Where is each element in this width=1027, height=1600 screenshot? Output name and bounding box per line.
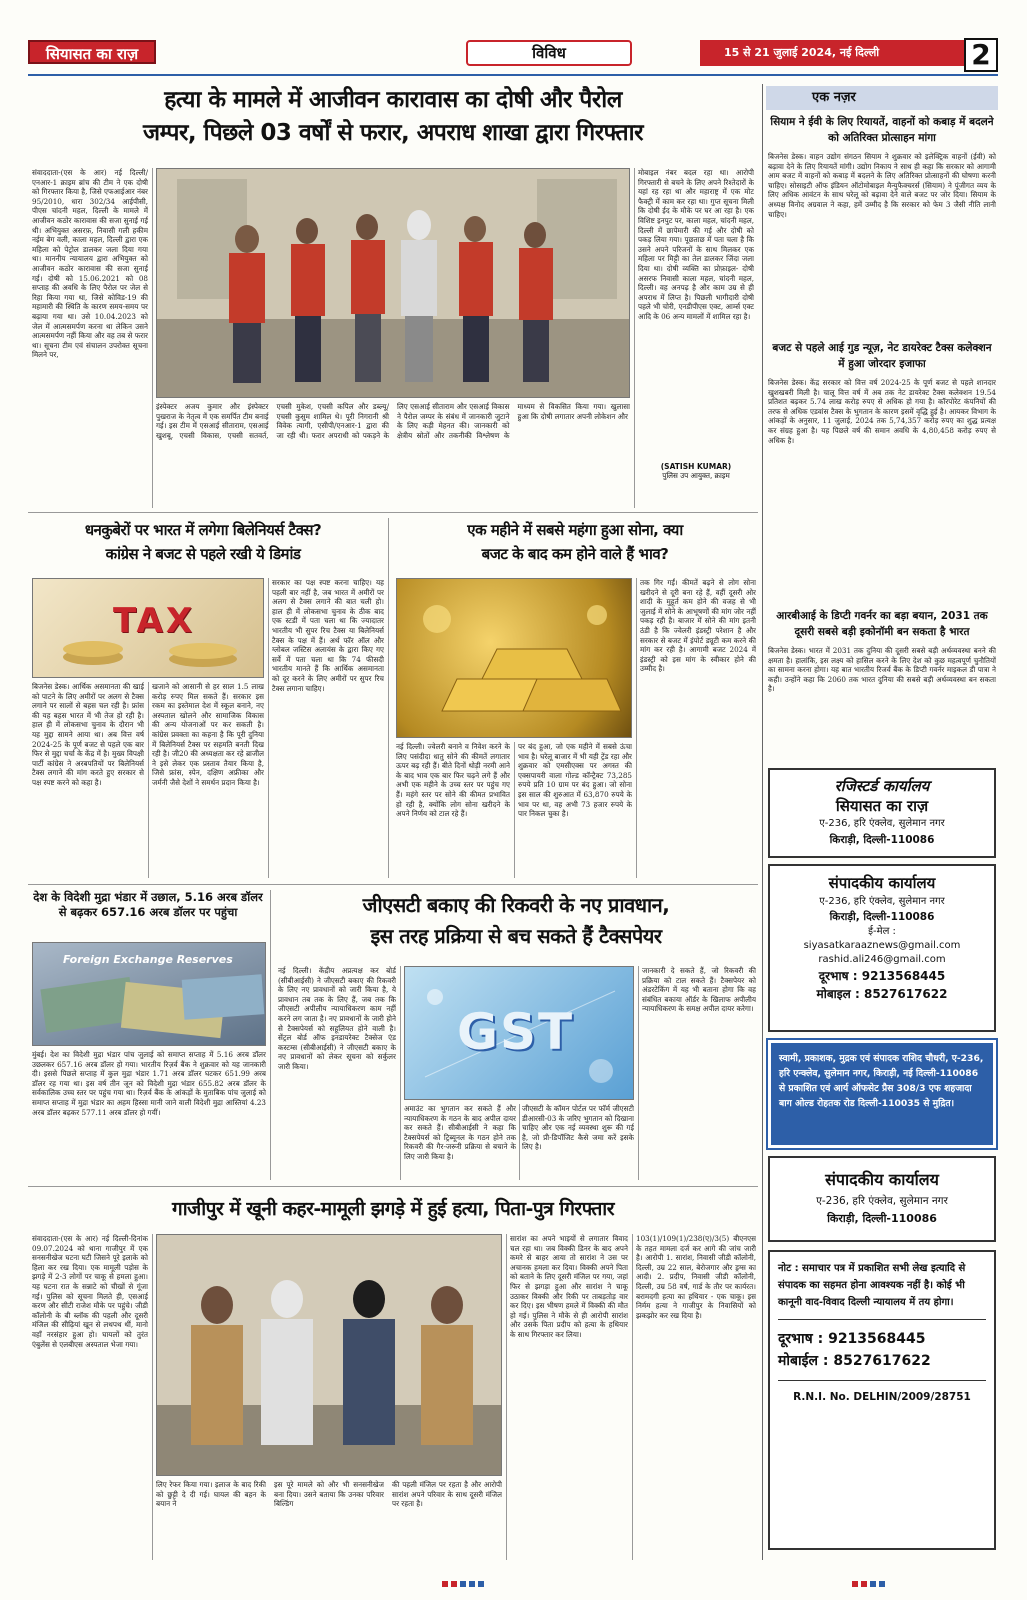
story2-column2: सरकार का पक्ष स्पष्ट करना चाहिए। यह पहली बार नहीं है, जब भारत में अमीरों पर अलग से टैक्स लगाने की बात चली हो। हाल ही में लोकसभा चुनाव के ठीक बाद एक स्टडी में पता चला था कि ज्यादातर भारतीय भी सुपर रिच टैक्स या बिलेनियर्स टैक्स के पक्ष में हैं। अर्थ फॉर ऑल और ग्लोबल जस्टिस अलायंस के द्वारा किए गए सर्वे में पता चला था कि 74 फीसदी भारतीय मानते हैं कि आर्थिक असमानता को दूर करने के लिए अमीरों पर सुपर रिच टैक्स लगाना चाहिए। [272, 578, 384, 693]
editorial-email1[interactable]: siyasatkaraaznews@gmail.com [803, 940, 961, 951]
sidebar-item3-body: बिजनेस डेस्क। भारत में 2031 तक दुनिया की दूसरी सबसे बड़ी अर्थव्यवस्था बनने की क्षमता है। हालांकि, इस लक्ष्य को हासिल करने के लिए देश को कुछ महत्वपूर्ण चुनौतियों का सामना करना होगा। यह बात भारतीय रिजर्व बैंक के डिप्टी गवर्नर माइकल डी पात्रा ने कही। उन्होंने कहा कि 2060 तक भारत दुनिया की सबसे बड़ी अर्थव्यवस्था बन सकता है। [768, 646, 996, 694]
editorial-office-box-2 [768, 1156, 996, 1242]
sidebar-item2-headline: बजट से पहले आई गुड न्यूज़, नेट डायरेक्ट टैक्स कलेक्शन में हुआ जोरदार इजाफा [772, 342, 992, 370]
editorial-office-2-address1: ए-236, हरि एंक्लेव, सुलेमान नगर [816, 1195, 948, 1207]
story5-headline-line1: जीएसटी बकाए की रिकवरी के नए प्रावधान, [362, 893, 670, 917]
editorial-email2[interactable]: rashid.ali246@gmail.com [818, 954, 946, 965]
note-box [768, 1250, 996, 1550]
editorial-mobile: 8527617622 [863, 987, 948, 1001]
story3-column3: तक गिर गईं। कीमतें बढ़ने से लोग सोना खरीदने से दूरी बना रहे हैं, वहीं दूसरी ओर शादी के मुहूर्त कम होने की वजह से भी जुलाई में सोने के आभूषणों की मांग जोर नहीं पकड़ रही है। बाजार में सोने की मांग इतनी ठंडी है कि ज्वेलरी इंडस्ट्री परेशान है और सरकार से बजट में इंपोर्ट ड्यूटी कम करने की मांग कर रही है। आगामी बजट 2024 में इंडस्ट्री को इस मांग के स्वीकार होने की उम्मीद है। [640, 578, 756, 674]
story3-headline-line2: बजट के बाद कम होने वाले हैं भाव? [481, 545, 669, 563]
logo: सियासत का राज़ [28, 40, 156, 64]
story4-body: मुंबई। देश का विदेशी मुद्रा भंडार पांच जुलाई को समाप्त सप्ताह में 5.16 अरब डॉलर उछलकर 657.16 अरब डॉलर हो गया। भारतीय रिज़र्व बैंक ने शुक्रवार को यह जानकारी दी। इससे पिछले सप्ताह में कुल मुद्रा भंडार 1.71 अरब डॉलर घटकर 651.99 अरब डॉलर रह गया था। इस वर्ष तीन जून को विदेशी मुद्रा भंडार 655.82 अरब डॉलर के सर्वकालिक उच्च स्तर पर पहुंच गया था। रिज़र्व बैंक के आंकड़ों के मुताबिक पांच जुलाई को समाप्त सप्ताह में मुद्रा भंडार का अहम हिस्सा मानी जाने वाली विदेशी मुद्रा आस्तियां 4.23 अरब डॉलर बढ़कर 577.11 अरब डॉलर हो गयीं। [32, 1050, 266, 1117]
story1-column3 [638, 168, 754, 508]
footer-dots-right [850, 1572, 886, 1591]
page-number: 2 [964, 38, 998, 72]
story6-column4: 103(1)/109(1)/238(ए)/3(5) बीएनएस के तहत मामला दर्ज कर आगे की जांच जारी है। आरोपी 1. सारांश, निवासी जीडी कॉलोनी, दिल्ली, उम्र 22 साल, बेरोजगार और ड्रग्स का आदी। 2. प्रदीप, निवासी जीडी कॉलोनी, दिल्ली, उम्र 58 वर्ष, गार्ड के तौर पर कार्यरत। बरामदगी हत्या का हथियार - एक चाकू। इस निर्मम हत्या ने गाजीपुर के निवासियों को झकझोर कर रख दिया है। [636, 1234, 756, 1320]
registered-office-title: रजिस्टर्ड कार्यालय [834, 777, 930, 795]
footer-dots-left [440, 1572, 485, 1591]
story6-column3: सारांश का अपने भाइयों से लगातार विवाद चल रहा था। जब विक्की डिनर के बाद अपने कमरे से बाहर आया तो सारांश ने उस पर अचानक हमला कर दिया। विक्की अपने पिता को बताने के लिए दूसरी मंजिल पर गया, जहां फिर से झगड़ा हुआ और सारांश ने चाकू उठाकर विक्की और रिकी पर ताबड़तोड़ वार कर दिए। इस भीषण हमले में विक्की की मौत हो गई। पुलिस ने मौके से ही आरोपी सारांश और उसके पिता प्रदीप को हत्या के हथियार के साथ गिरफ्तार कर लिया। [510, 1234, 628, 1339]
story2-column1: बिजनेस डेस्क। आर्थिक असमानता की खाई को पाटने के लिए अमीरों पर अलग से टैक्स लगाने पर सालों से बहस चल रही है। फ्रांस की यह बहस भारत में भी तेज हो रही है। हाल ही में लोकसभा चुनाव के दौरान भी यह मुद्दा सामने आया था। अब वित्त वर्ष 2024-25 के पूर्ण बजट से पहले एक बार फिर से मुद्दा चर्चा के केंद्र में है। मुख्य विपक्षी पार्टी कांग्रेस ने अरबपतियों पर बिलेनियर्स टैक्स लगाने की मांग करते हुए सरकार से पक्ष स्पष्ट करने को कहा है। [32, 682, 144, 787]
forex-image-label: Foreign Exchange Reserves [63, 953, 233, 966]
forex-image [32, 942, 266, 1046]
sidebar-header: एक नज़र [766, 86, 998, 110]
arrest-photo [157, 1235, 502, 1476]
story1-headline-line1: हत्या के मामले में आजीवन कारावास का दोषी और पैरोल [164, 87, 622, 113]
story1-photo [156, 168, 630, 398]
registered-office-box [768, 768, 996, 858]
story3-headline-line1: एक महीने में सबसे महंगा हुआ सोना, क्या [467, 521, 683, 539]
editorial-office-address1: ए-236, हरि एंक्लेव, सुलेमान नगर [819, 896, 945, 907]
story3-headline [392, 518, 758, 570]
story1-column1: संवाददाता-(एस के आर) नई दिल्ली/एनआर-1 क्राइम ब्रांच की टीम ने एक दोषी को गिरफ्तार किया है, जिसे एफआईआर नंबर 95/2010, धारा 302/34 आईपीसी, पीएस चांदनी महल, दिल्ली के मामले में आजीवन कठोर कारावास की सजा सुनाई गई थी। अभियुक्त असरफ़, निवासी गली हकीम नईम बेग वली, काला महल, दिल्ली द्वारा एक महिला को पेट्रोल डालकर जला दिया गया था। माननीय न्यायालय द्वारा अभियुक्त को आजीवन कठोर कारावास की सजा सुनाई गई। दोषी को 15.06.2021 को 08 सप्ताह की अवधि के लिए पैरोल पर जेल से रिहा किया गया था, जिसे कोविड-19 की महामारी की स्थिति के कारण समय-समय पर बढ़ाया गया था। उसे 10.04.2023 को जेल में आत्मसमर्पण करना था लेकिन उसने आत्मसमर्पण नहीं किया और वह तब से फरार था। सूचना टीम एवं संचालन उपरोक्त सूचना मिलने पर, [32, 168, 148, 360]
story5-column4: जानकारी दे सकते हैं, जो रिकवरी की प्रक्रिया को टाल सकते हैं। टैक्सपेयर को अंडरटेकिंग में यह भी बताना होगा कि वह संबंधित बकाया ऑर्डर के खिलाफ अपीलीय न्यायाधिकरण के समक्ष अपील दायर करेगा। [642, 966, 756, 1014]
editorial-office-2-address2: किराड़ी, दिल्ली-110086 [827, 1212, 937, 1225]
story6-column1: संवाददाता-(एस के आर) नई दिल्ली-दिनांक 09.07.2024 को थाना गाजीपुर में एक सनसनीखेज घटना घटी जिसने पूरे इलाके को हिला कर रख दिया। एक मामूली पड़ोस के झगड़े में 2-3 लोगों पर चाकू से हमला हुआ। यह घटना रात के सन्नाटे को चीखों से गूंजा गई। पुलिस को सूचना मिलते ही, एसआई करण और सीटी राजेश मौके पर पहुंचे। जीडी कॉलोनी के बी ब्लॉक की पहली और दूसरी मंजिल की सीढ़ियां खून से लथपथ थीं, मानो वहाँ नरसंहार हुआ हो। घायलों को तुरंत एंबुलेंस से एलबीएस अस्पताल भेजा गया। [32, 1234, 148, 1349]
tax-image [32, 578, 264, 678]
story4-headline: देश के विदेशी मुद्रा भंडार में उछाल, 5.16 अरब डॉलर से बढ़कर 657.16 अरब डॉलर पर पहुंचा [33, 890, 263, 919]
story6-headline: गाजीपुर में खूनी कहर-मामूली झगड़े में हुई हत्या, पिता-पुत्र गिरफ्तार [172, 1198, 614, 1220]
story5-headline [274, 890, 758, 958]
note-mobile: 8527617622 [833, 1353, 931, 1369]
gold-bars-icon [397, 579, 632, 738]
sidebar-item3-headline: आरबीआई के डिप्टी गवर्नर का बड़ा बयान, 2031 तक दूसरी सबसे बड़ी इकोनॉमी बन सकता है भारत [776, 610, 988, 638]
registered-office-address1: ए-236, हरि एंक्लेव, सुलेमान नगर [819, 818, 945, 829]
registered-office-paper-name: सियासत का राज़ [835, 797, 929, 815]
story6-caption-col2: इस पूरे मामले को और भी सनसनीखेज बना दिया। उसने बताया कि उनका परिवार बिल्डिंग [274, 1480, 384, 1509]
section-label: विविध [466, 40, 632, 66]
story2-headline-line2: कांग्रेस ने बजट से पहले रखी ये डिमांड [105, 545, 301, 563]
editorial-mobile-row [770, 985, 994, 1003]
editorial-office-box [768, 864, 996, 1032]
sidebar-item1-headline: सियाम ने ईवी के लिए रियायतें, वाहनों को कबाड़ में बदलने को अतिरिक्त प्रोत्साहन मांगा [770, 116, 994, 144]
story5-headline-line2: इस तरह प्रक्रिया से बच सकते हैं टैक्सपेयर [370, 924, 662, 948]
gold-image [396, 578, 632, 738]
story6-photo [156, 1234, 502, 1476]
imprint-box [768, 1040, 996, 1148]
story1-headline-line2: जम्पर, पिछले 03 वर्षों से फरार, अपराध शाखा द्वारा गिरफ्तार [143, 120, 643, 146]
tax-image-label: TAX [113, 601, 196, 641]
editorial-office-2-title: संपादकीय कार्यालय [825, 1170, 939, 1189]
story2-headline-line1: धनकुबेरों पर भारत में लगेगा बिलेनियर्स टैक्स? [84, 521, 322, 539]
story3-column1: नई दिल्ली। ज्वेलरी बनाने व निवेश करने के लिए पसंदीदा धातु सोने की कीमतें लगातार ऊपर बढ़ रही हैं। बीते दिनों थोड़ी नरमी आने के बाद भाव एक बार फिर चढ़ने लगे हैं और अभी एक महीने के उच्च स्तर पर पहुंच गए हैं। महंगे स्तर पर सोने की कीमत प्रभावित हो रही है, क्योंकि लोग सोना खरीदने के अपने निर्णय को टाल रहे हैं। [396, 742, 510, 819]
sidebar-item2-body: बिजनेस डेस्क। केंद्र सरकार को वित्त वर्ष 2024-25 के पूर्ण बजट से पहले शानदार खुशखबरी मिली है। चालू वित्त वर्ष में अब तक नेट डायरेक्ट टैक्स कलेक्शन 19.54 प्रतिशत बढ़कर 5.74 लाख करोड़ रुपए से अधिक हो गया है। कॉरपोरेट कंपनियों की तरफ से अधिक एडवांस टैक्स के भुगतान के कारण इसमें वृद्धि हुई है। आयकर विभाग के आंकड़ों के अनुसार, 11 जुलाई, 2024 तक 5,74,357 करोड़ रुपए का शुद्ध प्रत्यक्ष कर संग्रह हुआ है। यह पिछले वर्ष की समान अवधि के 4,80,458 करोड़ रुपए से अधिक है। [768, 378, 996, 445]
editorial-office-address2: किराड़ी, दिल्ली-110086 [829, 911, 935, 923]
story2-column3: खजाने को आसानी से हर साल 1.5 लाख करोड़ रुपए मिल सकते हैं। सरकार इस रकम का इस्तेमाल देश में स्कूल बनाने, नए अस्पताल खोलने और सामाजिक विकास की अन्य योजनाओं पर कर सकती है। कांग्रेस प्रवक्ता का कहना है कि पूरी दुनिया में बिलेनियर्स टैक्स पर सहमति बनती दिख रही है। जी20 की अध्यक्षता कर रहे ब्राजील ने इसे लेकर एक प्रस्ताव तैयार किया है, जिसे फ्रांस, स्पेन, दक्षिण अफ्रीका और जर्मनी जैसे देशों ने समर्थन प्रदान किया है। [152, 682, 264, 787]
masthead [0, 0, 1027, 80]
story3-column2: पर बंद हुआ, जो एक महीने में सबसे ऊंचा भाव है। घरेलू बाजार में भी यही ट्रेंड रहा और शुक्रवार को एमसीएक्स पर अगस्त की एक्सपायरी वाला गोल्ड कॉन्ट्रैक्ट 73,285 रुपये प्रति 10 ग्राम पर बंद हुआ। जो सोना इस साल की शुरुआत में 63,870 रुपये के भाव पर था, वह अभी 73 हजार रुपये के पार निकल चुका है। [518, 742, 632, 819]
gst-image [404, 966, 634, 1100]
story2-headline [28, 518, 378, 570]
editorial-email-label: ई-मेल : [868, 926, 896, 937]
note-phone-row [778, 1328, 986, 1350]
editorial-phone: 9213568445 [861, 969, 946, 983]
registered-office-address2: किराड़ी, दिल्ली-110086 [829, 834, 935, 846]
date-bar: 15 से 21 जुलाई 2024, नई दिल्ली [700, 40, 970, 66]
editorial-office-title: संपादकीय कार्यालय [828, 874, 936, 892]
note-text: नोट : समाचार पत्र में प्रकाशित सभी लेख इत्यादि से संपादक का सहमत होना आवश्यक नहीं है। कोई भी कानूनी वाद-विवाद दिल्ली न्यायालय में तय होगा। [778, 1263, 966, 1308]
note-phone: 9213568445 [828, 1331, 926, 1347]
story5-column1: नई दिल्ली। केंद्रीय अप्रत्यक्ष कर बोर्ड (सीबीआईसी) ने जीएसटी बकाए की रिकवरी के लिए नए प्रावधानों को जारी किया है, ये प्रावधान तब तक के लिए हैं, जब तक कि जीएसटी अपीलीय न्यायाधिकरण काम नहीं करने लग जाता है। नए प्रावधानों के जारी होने से टैक्सपेयर्स को सहूलियत होने वाली है। सेंट्रल बोर्ड ऑफ इनडायरेक्ट टैक्सेज एंड कस्टम्स (सीबीआईसी) ने जीएसटी बकाए के नए प्रावधानों को लेकर सूचना को सर्कुलर जारी किया। [278, 966, 396, 1071]
story1-col3-text: मोबाइल नंबर बदल रहा था। आरोपी गिरफ्तारी से बचने के लिए अपने रिश्तेदारों के यहां रह रहा था और महाराष्ट्र में एक मोट फैक्ट्री में काम कर रहा था। गुप्त सूचना मिली कि दोषी ईद के मौके पर घर आ रहा है। एक विशिष्ट इनपुट पर, काला महल, चांदनी महल, दिल्ली में छापेमारी की गई और दोषी को पकड़ लिया गया। पूछताछ में पता चला है कि उसने अपने परिजनों के साथ मिलकर एक महिला पर मिट्टी का तेल डालकर जिंदा जला दिया था। दोषी व्यक्ति का प्रोफ़ाइल- दोषी असरफ निवासी काला महल, चांदनी महल, दिल्ली। वह अनपढ़ है और काम उम्र से ही अपराध में लिप्त है। पिछली भागीदारी दोषी पहले भी चोरी, एनडीपीएस एक्ट, आर्म्स एक्ट आदि के 06 अन्य मामलों में शामिल रहा है। [638, 168, 754, 321]
note-mobile-label: मोबाईल : [778, 1353, 829, 1369]
editorial-phone-row [770, 967, 994, 985]
story1-photo-caption: इंस्पेक्टर अजय कुमार और इंस्पेक्टर पुखराज के नेतृत्व में एक समर्पित टीम बनाई गई। इस टीम में एसआई सीताराम, एसआई खुशबू, एचसी विकास, एचसी सतवर्त, एचसी मुकेश, एचसी कपिल और डब्ल्यू/एचसी कुसुम शामिल थे। पूरी निगरानी श्री विवेक त्यागी, एसीपी/एनआर-1 द्वारा की जा रही थी। फरार अपराधी को पकड़ने के लिए एसआई सीताराम और एसआई विकास ने पैरोल जम्पर के संबंध में जानकारी जुटाने के लिए कड़ी मेहनत की। जानकारी को क्षेत्रीय स्रोतों और तकनीकी विश्लेषण के माध्यम से विकसित किया गया। खुलासा हुआ कि दोषी लगातार अपनी लोकेशन और [156, 402, 630, 440]
story1-headline [28, 84, 758, 154]
note-phone-label: दूरभाष : [778, 1331, 824, 1347]
story5-column2: अमाउंट का भुगतान कर सकते हैं और न्यायाधिकरण के गठन के बाद अपील दायर कर सकते हैं। सीबीआईसी ने कहा कि टैक्सपेयर्स को ट्रिब्यूनल के गठन होने तक रिकवरी की गैर-जरूरी प्रक्रिया से बचाने के लिए जारी किया है। [404, 1104, 516, 1161]
story1-byline-title: पुलिस उप आयुक्त, क्राइम [662, 471, 730, 480]
story5-column3: जीएसटी के कॉमन पोर्टल पर फॉर्म जीएसटी डीआरसी-03 के जरिए भुगतान को दिखाना चाहिए और एक नई व्यवस्था शुरू की गई है, जो प्री-डिपॉजिट कैसे जमा करें इसके लिए है। [522, 1104, 634, 1152]
story6-caption-col1: लिए रेफर किया गया। इलाज के बाद रिकी को छुट्टी दे दी गई। घायल की बहन के बयान ने [156, 1480, 266, 1509]
editorial-phone-label: दूरभाष : [818, 969, 858, 983]
rni-number: R.N.I. No. DELHIN/2009/28751 [793, 1391, 971, 1403]
editorial-mobile-label: मोबाइल : [816, 987, 860, 1001]
story1-byline: (SATISH KUMAR) [660, 462, 732, 471]
gst-image-label: GST [457, 1003, 575, 1061]
note-mobile-row [778, 1350, 986, 1372]
story6-caption-col3: की पहली मंजिल पर रहता है और आरोपी सारांश अपने परिवार के साथ दूसरी मंजिल पर रहता है। [392, 1480, 502, 1509]
sidebar-item1-body: बिजनेस डेस्क। वाहन उद्योग संगठन सियाम ने शुक्रवार को इलेक्ट्रिक वाहनों (ईवी) को बढ़ावा देने के लिए रियायतें मांगी। उद्योग निकाय ने साथ ही कहा कि सरकार को आगामी आम बजट में वाहनों को कबाड़ में बदलने के लिए अतिरिक्त प्रोत्साहनों की घोषणा करनी चाहिए। सोसाइटी ऑफ इंडियन ऑटोमोबाइल मैन्युफैक्चरर्स (सियाम) ने पूंजीगत व्यय के लिए अधिक आवंटन के साथ घरेलू को बढ़ावा देने वाले बजट पर जोर दिया। सियाम के अध्यक्ष विनोद अग्रवाल ने कहा, हमें उम्मीद है कि सरकार को फेम 3 जैसी नीति लानी चाहिए। [768, 152, 996, 219]
imprint-text: स्वामी, प्रकाशक, मुद्रक एवं संपादक राशिद चौधरी, ए-236, हरि एन्क्लेव, सुलेमान नगर, किराड़ी, नई दिल्ली-110086 से प्रकाशित एवं आर्य ऑफसेट प्रैस 308/3 एफ शहजादा बाग ओल्ड रोहतक रोड दिल्ली-110035 से मुद्रित। [779, 1053, 984, 1109]
police-team-photo [157, 169, 630, 398]
